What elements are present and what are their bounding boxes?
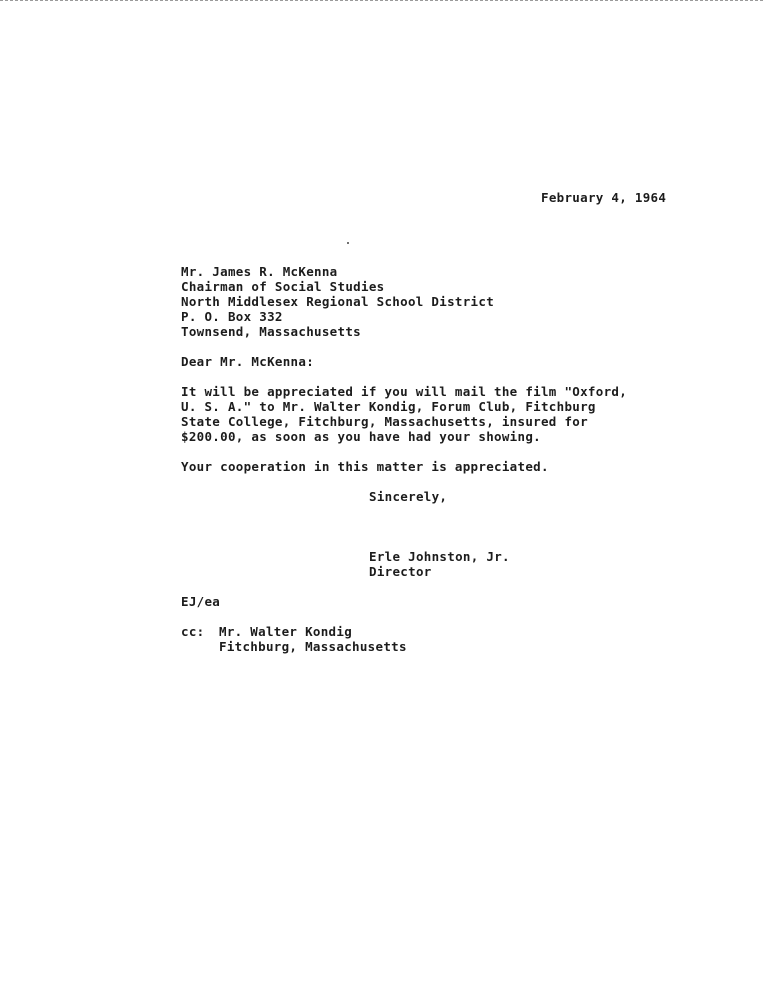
cc-label: cc: xyxy=(181,624,205,639)
cc-name: Mr. Walter Kondig xyxy=(219,624,353,639)
closing: Sincerely, xyxy=(369,489,448,504)
recipient-organization: North Middlesex Regional School District xyxy=(181,294,495,309)
recipient-title: Chairman of Social Studies xyxy=(181,279,385,294)
body-line: It will be appreciated if you will mail the film "Oxford, xyxy=(181,384,628,399)
body-paragraph-2: Your cooperation in this matter is appreciated. xyxy=(181,459,549,474)
cc-city: Fitchburg, Massachusetts xyxy=(219,639,407,654)
salutation: Dear Mr. McKenna: xyxy=(181,354,315,369)
letter-date: February 4, 1964 xyxy=(541,190,667,205)
typist-initials: EJ/ea xyxy=(181,594,221,609)
body-line: State College, Fitchburg, Massachusetts, insured for xyxy=(181,414,588,429)
body-line: U. S. A." to Mr. Walter Kondig, Forum Club, Fitchburg xyxy=(181,399,596,414)
body-line: $200.00, as soon as you have had your showing. xyxy=(181,429,541,444)
signature-name: Erle Johnston, Jr. xyxy=(369,549,510,564)
recipient-city: Townsend, Massachusetts xyxy=(181,324,361,339)
signature-title: Director xyxy=(369,564,432,579)
recipient-name: Mr. James R. McKenna xyxy=(181,264,338,279)
recipient-address: P. O. Box 332 xyxy=(181,309,283,324)
paper-speck xyxy=(347,242,349,244)
